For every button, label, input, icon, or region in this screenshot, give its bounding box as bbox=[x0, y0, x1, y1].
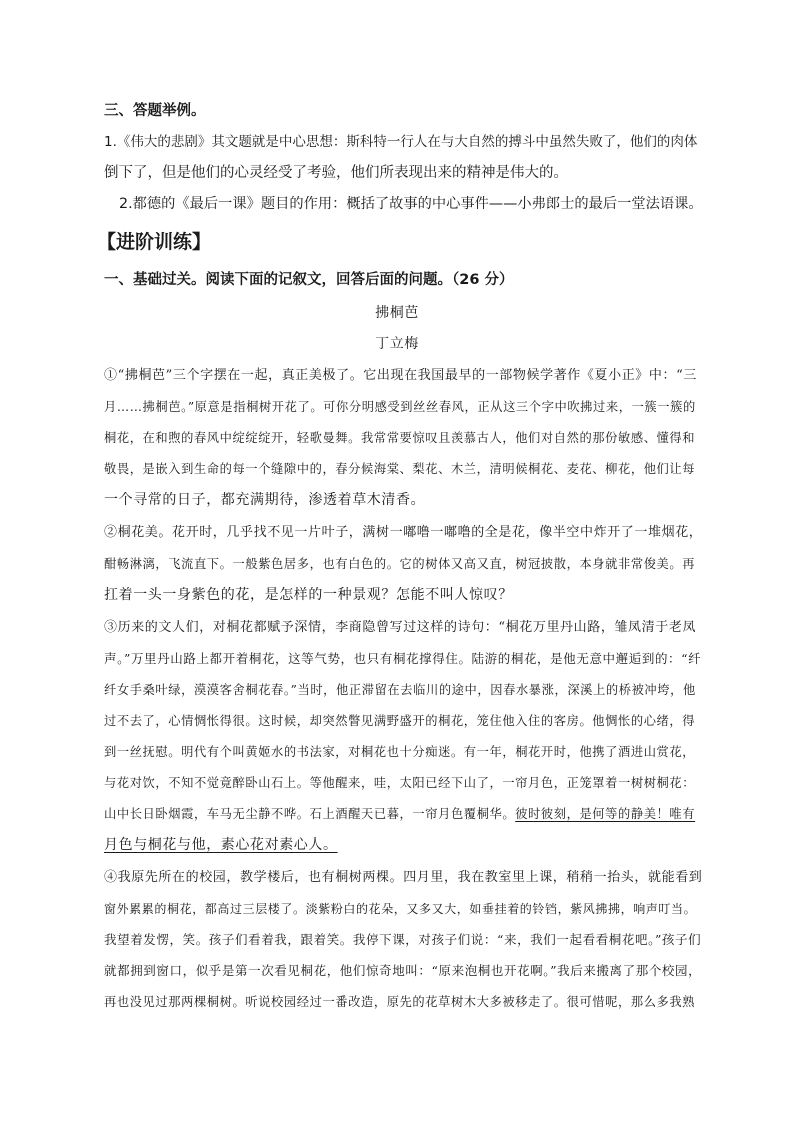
advanced-training-heading: 【进阶训练】 bbox=[97, 231, 212, 253]
paragraph-4-line: ④我原先所在的校园，教学楼后，也有桐树两棵。四月里，我在教室里上课，稍稍一抬头，就能看到 bbox=[104, 870, 703, 885]
paragraph-3-line: 过不去了，心情惆怅得很。这时候，却突然瞥见满野盛开的桐花，笼住他入住的客房。他惆怅的心绪，得 bbox=[104, 714, 696, 728]
paragraph-1-line: 月……拂桐芭。”原意是指桐树开花了。可你分明感受到丝丝春风，正从这三个字中吹拂过来，一簇一簇的 bbox=[104, 400, 696, 414]
example-1-line-2: 倒下了，但是他们的心灵经受了考验，他们所表现出来的精神是伟大的。 bbox=[104, 165, 568, 181]
paragraph-1-line: 桐花，在和煦的春风中绽绽绽开，轻歌曼舞。我常常要惊叹且羡慕古人，他们对自然的那份敏感、懂得和 bbox=[104, 431, 696, 445]
paragraph-1-line: 敬畏，是嵌入到生命的每一个缝隙中的，春分候海棠、梨花、木兰，清明候桐花、麦花、柳花，他们让每 bbox=[104, 462, 696, 476]
underlined-sentence-continued: 月色与桐花与他，素心花对素心人。 bbox=[104, 837, 338, 853]
paragraph-2-line: 扛着一头一身紫色的花，是怎样的一种景观？怎能不叫人惊叹？ bbox=[104, 587, 513, 603]
paragraph-4-line: 我望着发愣，笑。孩子们看着我，跟着笑。我停下课，对孩子们说：“来，我们一起看看桐花吧。”孩子们 bbox=[104, 932, 702, 947]
paragraph-4-line: 再也没见过那两棵桐树。听说校园经过一番改造，原先的花草树木大多被移走了。很可惜呢，那么多我熟 bbox=[104, 995, 696, 1009]
paragraph-2-line: 酣畅淋漓，飞流直下。一般紫色居多，也有白色的。它的树体又高又直，树冠披散，本身就非常俊美。再 bbox=[104, 557, 696, 571]
paragraph-4-line: 就都拥到窗口，似乎是第一次看见桐花，他们惊奇地叫：“原来泡桐也开花啊。”我后来搬离了那个校园， bbox=[104, 963, 702, 978]
paragraph-3-line: 声。”万里丹山路上都开着桐花，这等气势，也只有桐花撑得住。陆游的桐花，是他无意中邂逅到的：“纤 bbox=[104, 651, 702, 666]
example-1-line-1: 1.《伟大的悲剧》其文题就是中心思想：斯科特一行人在与大自然的搏斗中虽然失败了，他们的肉体 bbox=[104, 134, 698, 150]
paragraph-3-line: 与花对饮，不知不觉竟醉卧山石上。等他醒来，哇，太阳已经下山了，一帘月色，正笼罩着一树树桐花： bbox=[104, 776, 696, 790]
article-author: 丁立梅 bbox=[375, 336, 419, 352]
example-2: 2.都德的《最后一课》题目的作用：概括了故事的中心事件——小弗郎士的最后一堂法语课。 bbox=[119, 196, 703, 212]
paragraph-3-line: 纤女手桑叶绿，漠漠客舍桐花春。”当时，他正滞留在去临川的途中，因春水暴涨，深溪上的桥被冲垮，他 bbox=[104, 683, 696, 697]
paragraph-4-line: 窗外累累的桐花，都高过三层楼了。淡紫粉白的花朵，又多又大，如垂挂着的铃铛，紫风拂拂，响声叮当。 bbox=[104, 902, 697, 916]
section-heading: 三、答题举例。 bbox=[104, 103, 206, 119]
article-title: 拂桐芭 bbox=[375, 305, 419, 321]
paragraph-3-line bbox=[104, 804, 695, 824]
paragraph-3-line: ③历来的文人们，对桐花都赋予深情，李商隐曾写过这样的诗句：“桐花万里丹山路，雏凤清于老凤 bbox=[104, 620, 697, 635]
question-1-heading: 一、基础过关。阅读下面的记叙文，回答后面的问题。（26 分） bbox=[104, 272, 514, 288]
underlined-sentence: 彼时彼刻，是何等的静美！唯有 bbox=[515, 807, 696, 821]
paragraph-2-line: ②桐花美。花开时，几乎找不见一片叶子，满树一嘟噜一嘟噜的全是花，像半空中炸开了一堆烟花， bbox=[104, 525, 703, 540]
paragraph-1-line: 一个寻常的日子，都充满期待，渗透着草木清香。 bbox=[104, 492, 426, 508]
poem-text: 山中长日卧烟霞，车马无尘静不哗。石上酒醒天已暮，一帘月色覆桐华。 bbox=[104, 807, 516, 821]
paragraph-3-line: 到一丝抚慰。明代有个叫黄姬水的书法家，对桐花也十分痴迷。有一年，桐花开时，他携了酒进山赏花， bbox=[104, 745, 696, 759]
paragraph-1-line: ①“拂桐芭”三个字摆在一起，真正美极了。它出现在我国最早的一部物候学著作《夏小正》中：“三 bbox=[104, 368, 697, 383]
